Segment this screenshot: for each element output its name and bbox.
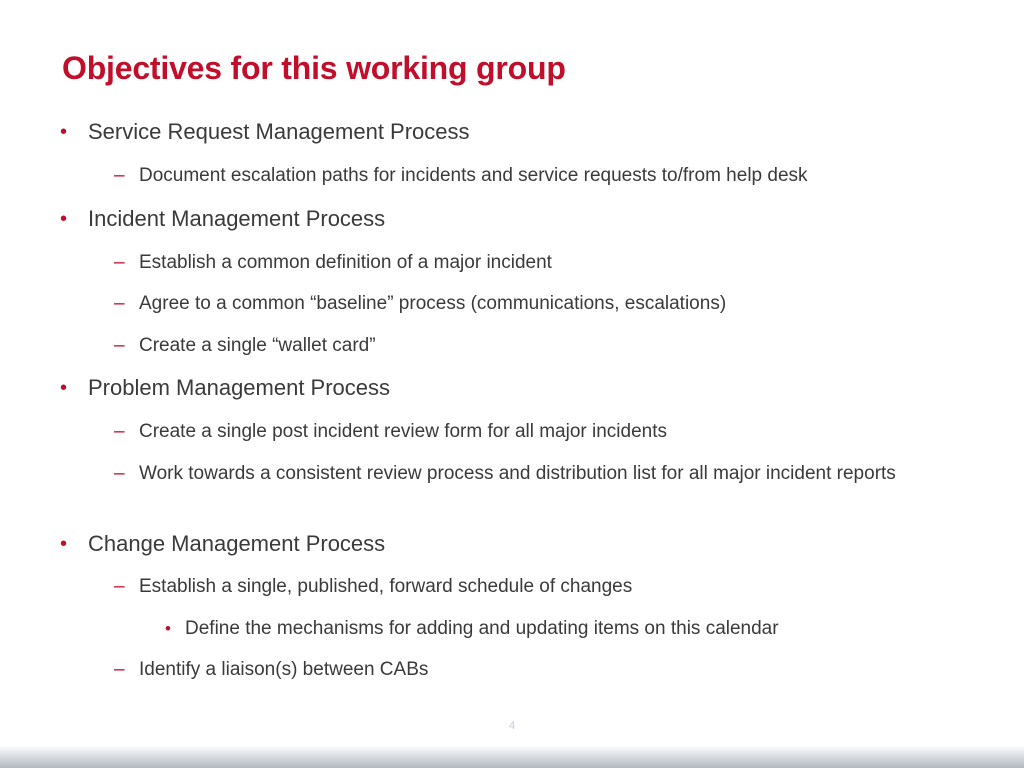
bullet-label: Change Management Process: [88, 531, 386, 556]
sub-bullet: [114, 460, 919, 487]
bullet-service-request: [60, 119, 470, 145]
sub-bullet-text: Document escalation paths for incidents and service requests to/from help desk: [139, 165, 808, 186]
dash-marker: –: [114, 659, 125, 680]
page-number: 4: [508, 720, 516, 732]
sub-bullet-text: Work towards a consistent review process and distribution list for all major incident reports: [139, 463, 896, 484]
sub-bullet-text: Create a single post incident review form for all major incidents: [139, 421, 668, 442]
bullet-label: Service Request Management Process: [88, 119, 470, 144]
sub-bullet-text: Establish a single, published, forward schedule of changes: [139, 576, 633, 597]
slide-title: Objectives for this working group: [62, 50, 566, 86]
sub-bullet-text: Establish a common definition of a major incident: [139, 252, 552, 273]
bullet-problem: [60, 375, 390, 401]
bullet-label: Problem Management Process: [88, 375, 391, 400]
sub-bullet: [114, 290, 919, 317]
dash-marker: –: [114, 335, 125, 356]
sub-bullet-text: Agree to a common “baseline” process (communications, escalations): [139, 293, 727, 314]
sub-sub-bullet: [165, 617, 779, 641]
sub-bullet: [114, 249, 919, 276]
bullet-marker: •: [60, 377, 68, 399]
bullet-incident: [60, 206, 385, 232]
dash-marker: –: [114, 421, 125, 442]
dash-marker: –: [114, 463, 125, 484]
sub-bullet: [114, 162, 919, 189]
sub-bullet: [114, 418, 919, 445]
sub-bullet: [114, 332, 919, 359]
bullet-marker: •: [60, 121, 68, 143]
bullet-change: [60, 531, 385, 557]
dash-marker: –: [114, 165, 125, 186]
dash-marker: –: [114, 252, 125, 273]
dash-marker: –: [114, 293, 125, 314]
bullet-label: Incident Management Process: [88, 206, 386, 231]
footer-gradient-bar: [0, 745, 1024, 768]
sub-bullet: [114, 656, 919, 683]
sub-bullet: [114, 573, 919, 600]
bullet-marker: •: [165, 619, 171, 638]
sub-sub-bullet-text: Define the mechanisms for adding and updating items on this calendar: [185, 618, 779, 639]
bullet-marker: •: [60, 533, 68, 555]
sub-bullet-text: Identify a liaison(s) between CABs: [139, 659, 429, 680]
bullet-marker: •: [60, 208, 68, 230]
dash-marker: –: [114, 576, 125, 597]
sub-bullet-text: Create a single “wallet card”: [139, 335, 376, 356]
